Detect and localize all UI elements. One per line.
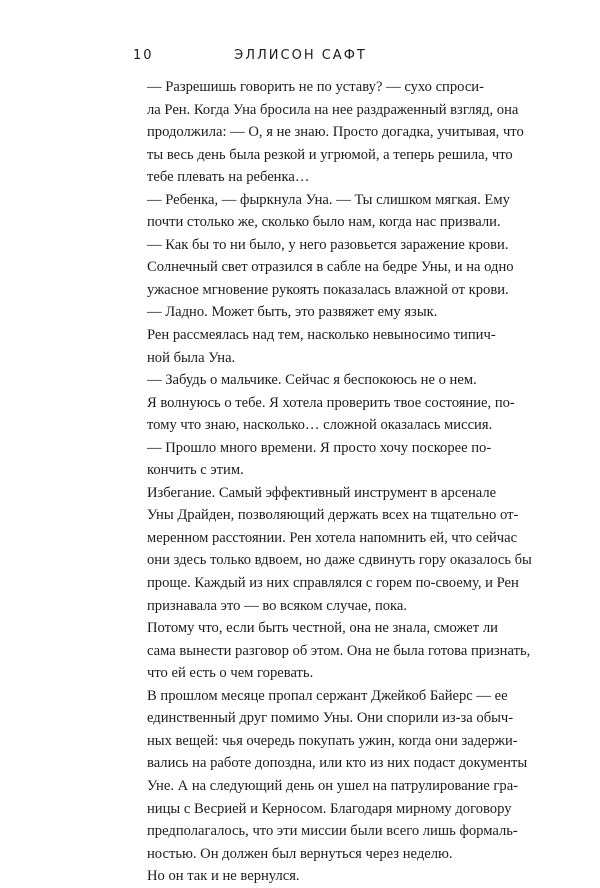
text-line: почти столько же, сколько было нам, когда нас призвали. <box>147 214 501 231</box>
paragraph <box>133 865 468 888</box>
text-line: ужасное мгновение рукоять показалась влажной от крови. <box>147 281 509 298</box>
book-author: ЭЛЛИСОН САФТ <box>234 48 367 63</box>
text-line: тому что знаю, насколько… сложной оказалась миссия. <box>147 417 493 434</box>
text-line: меренном расстоянии. Рен хотела напомнить ей, что сейчас <box>147 529 518 546</box>
text-line: что ей есть о чем горевать. <box>147 665 314 682</box>
text-line: ла Рен. Когда Уна бросила на нее раздраженный взгляд, она <box>147 101 519 118</box>
paragraph <box>133 482 532 617</box>
text-line: Рен рассмеялась над тем, насколько невыносимо типич- <box>147 327 496 344</box>
text-line: единственный друг помимо Уны. Они спорили из-за обыч- <box>147 710 514 727</box>
text-line: — Прошло много времени. Я просто хочу поскорее по- <box>147 439 492 456</box>
body-text <box>133 76 532 888</box>
text-line: признавала это — во всяком случае, пока. <box>147 597 408 614</box>
text-line: ных вещей: чья очередь покупать ужин, когда они задержи- <box>147 732 518 749</box>
text-line: Потому что, если быть честной, она не знала, сможет ли <box>147 620 498 637</box>
text-line: тебе плевать на ребенка… <box>147 169 310 186</box>
text-line: — Как бы то ни было, у него разовьется заражение крови. <box>147 236 509 253</box>
paragraph <box>133 685 528 865</box>
paragraph <box>133 256 514 301</box>
paragraph <box>133 369 515 437</box>
paragraph <box>133 617 531 685</box>
text-line: кончить с этим. <box>147 462 244 479</box>
text-line: — Разрешишь говорить не по уставу? — сухо спроси- <box>147 79 484 95</box>
text-line: ной была Уна. <box>147 349 236 366</box>
paragraph <box>133 189 510 234</box>
text-line: — Ладно. Может быть, это развяжет ему язык. <box>147 304 438 321</box>
paragraph <box>133 76 524 189</box>
text-line: сама вынести разговор об этом. Она не была готова признать, <box>147 642 531 659</box>
text-line: они здесь только вдвоем, но даже сдвинуть гору оказалось бы <box>147 552 532 569</box>
text-line: ностью. Он должен был вернуться через неделю. <box>147 845 453 862</box>
text-line: Избегание. Самый эффективный инструмент в арсенале <box>147 484 497 501</box>
paragraph <box>133 324 496 369</box>
text-line: Но он так и не вернулся. <box>147 868 300 885</box>
running-head <box>133 48 468 68</box>
paragraph <box>133 437 492 482</box>
text-line: Солнечный свет отразился в сабле на бедре Уны, и на одно <box>147 259 514 276</box>
text-line: проще. Каждый из них справлялся с горем по-своему, и Рен <box>147 575 519 592</box>
text-line: Я волнуюсь о тебе. Я хотела проверить твое состояние, по- <box>147 394 515 411</box>
text-line: ницы с Весрией и Керносом. Благодаря мирному договору <box>147 800 512 817</box>
page-number: 10 <box>133 48 154 63</box>
text-line: ты весь день была резкой и угрюмой, а теперь решила, что <box>147 146 513 163</box>
paragraph <box>133 234 509 257</box>
text-line: вались на работе допоздна, или кто из них подаст документы <box>147 755 528 772</box>
text-line: предполагалось, что эти миссии были всего лишь формаль- <box>147 823 518 840</box>
text-line: В прошлом месяце пропал сержант Джейкоб Байерс — ее <box>147 687 508 704</box>
text-line: Уне. А на следующий день он ушел на патрулирование гра- <box>147 777 519 794</box>
text-line: Уны Драйден, позволяющий держать всех на тщательно от- <box>147 507 519 524</box>
paragraph <box>133 301 468 324</box>
text-line: продолжила: — О, я не знаю. Просто догадка, учитывая, что <box>147 124 524 141</box>
text-line: — Ребенка, — фыркнула Уна. — Ты слишком мягкая. Ему <box>147 191 510 208</box>
text-line: — Забудь о мальчике. Сейчас я беспокоюсь не о нем. <box>147 372 477 389</box>
